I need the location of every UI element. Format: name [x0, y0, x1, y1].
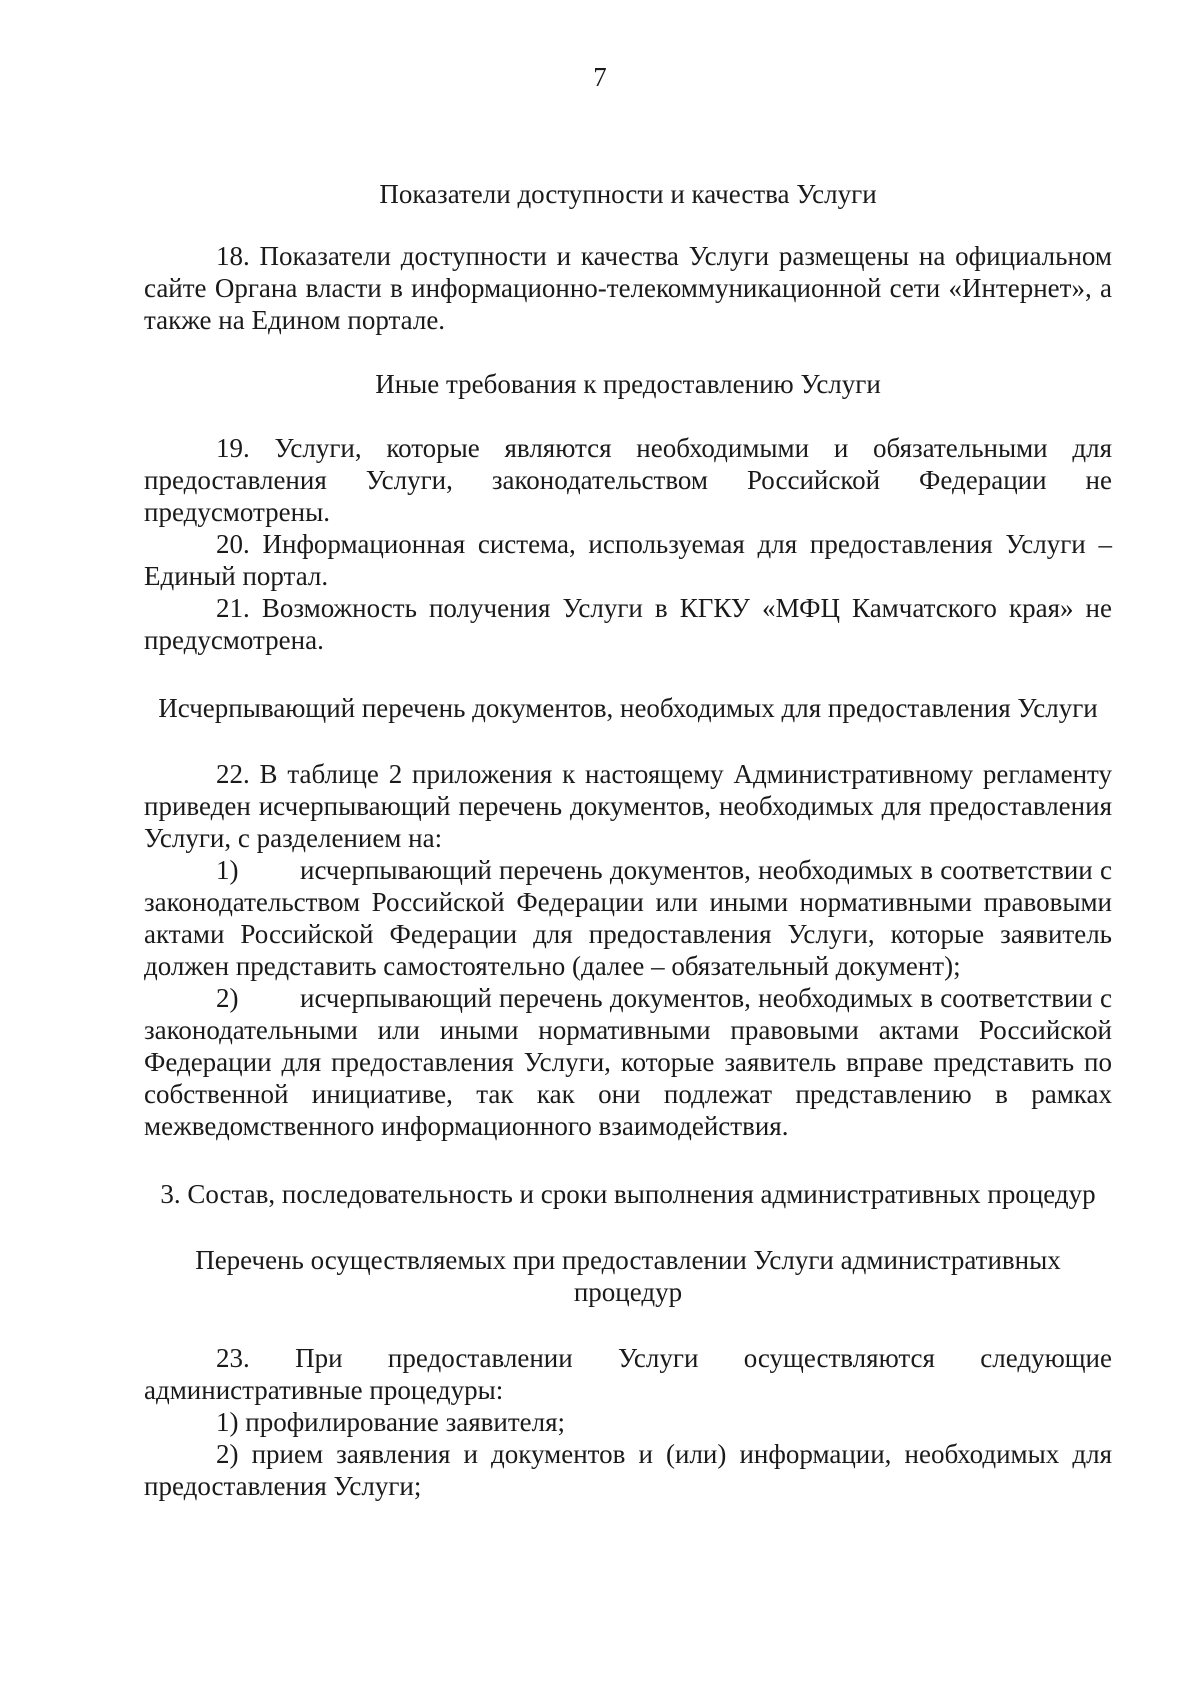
paragraph-23-item-1: 1) профилирование заявителя; [216, 1407, 566, 1437]
document-body [144, 178, 1112, 1502]
list-text: исчерпывающий перечень документов, необходимых в соответствии с законодательными или иными нормативными правовыми актами Российской Федерации для предоставления Услуги, которые заявитель вправе представить по собственной инициативе, так как они подлежат представлению в рамках межведомственного информационного взаимодействия. [144, 983, 1112, 1141]
section-heading-procedure-list: Перечень осуществляемых при предоставлении Услуги административных процедур [195, 1245, 1061, 1307]
paragraph-22-item-1 [144, 854, 1112, 982]
page-number: 7 [593, 62, 607, 92]
paragraph-23-item-2: 2) прием заявления и документов и (или) информации, необходимых для предоставления Услуги; [144, 1439, 1112, 1501]
list-number: 2) [216, 983, 239, 1013]
list-number: 1) [216, 855, 239, 885]
paragraph-22: 22. В таблице 2 приложения к настоящему Административному регламенту приведен исчерпывающий перечень документов, необходимых для предоставления Услуги, с разделением на: [144, 759, 1112, 853]
chapter-heading-procedures: 3. Состав, последовательность и сроки выполнения административных процедур [160, 1179, 1096, 1209]
section-heading-availability: Показатели доступности и качества Услуги [379, 179, 877, 209]
paragraph-22-item-2 [144, 982, 1112, 1142]
paragraph-19: 19. Услуги, которые являются необходимыми и обязательными для предоставления Услуги, законодательством Российской Федерации не предусмотрены. [144, 433, 1112, 527]
section-heading-other-requirements: Иные требования к предоставлению Услуги [375, 369, 881, 399]
paragraph-20: 20. Информационная система, используемая для предоставления Услуги – Единый портал. [144, 529, 1112, 591]
paragraph-21: 21. Возможность получения Услуги в КГКУ «МФЦ Камчатского края» не предусмотрена. [144, 593, 1112, 655]
paragraph-18: 18. Показатели доступности и качества Услуги размещены на официальном сайте Органа власти в информационно-телекоммуникационной сети «Интернет», а также на Едином портале. [144, 241, 1112, 335]
section-heading-document-list: Исчерпывающий перечень документов, необходимых для предоставления Услуги [158, 693, 1098, 723]
list-text: исчерпывающий перечень документов, необходимых в соответствии с законодательством Российской Федерации или иными нормативными правовыми актами Российской Федерации для предоставления Услуги, которые заявитель должен представить самостоятельно (далее – обязательный документ); [144, 855, 1112, 981]
paragraph-23: 23. При предоставлении Услуги осуществляются следующие административные процедуры: [144, 1343, 1112, 1405]
